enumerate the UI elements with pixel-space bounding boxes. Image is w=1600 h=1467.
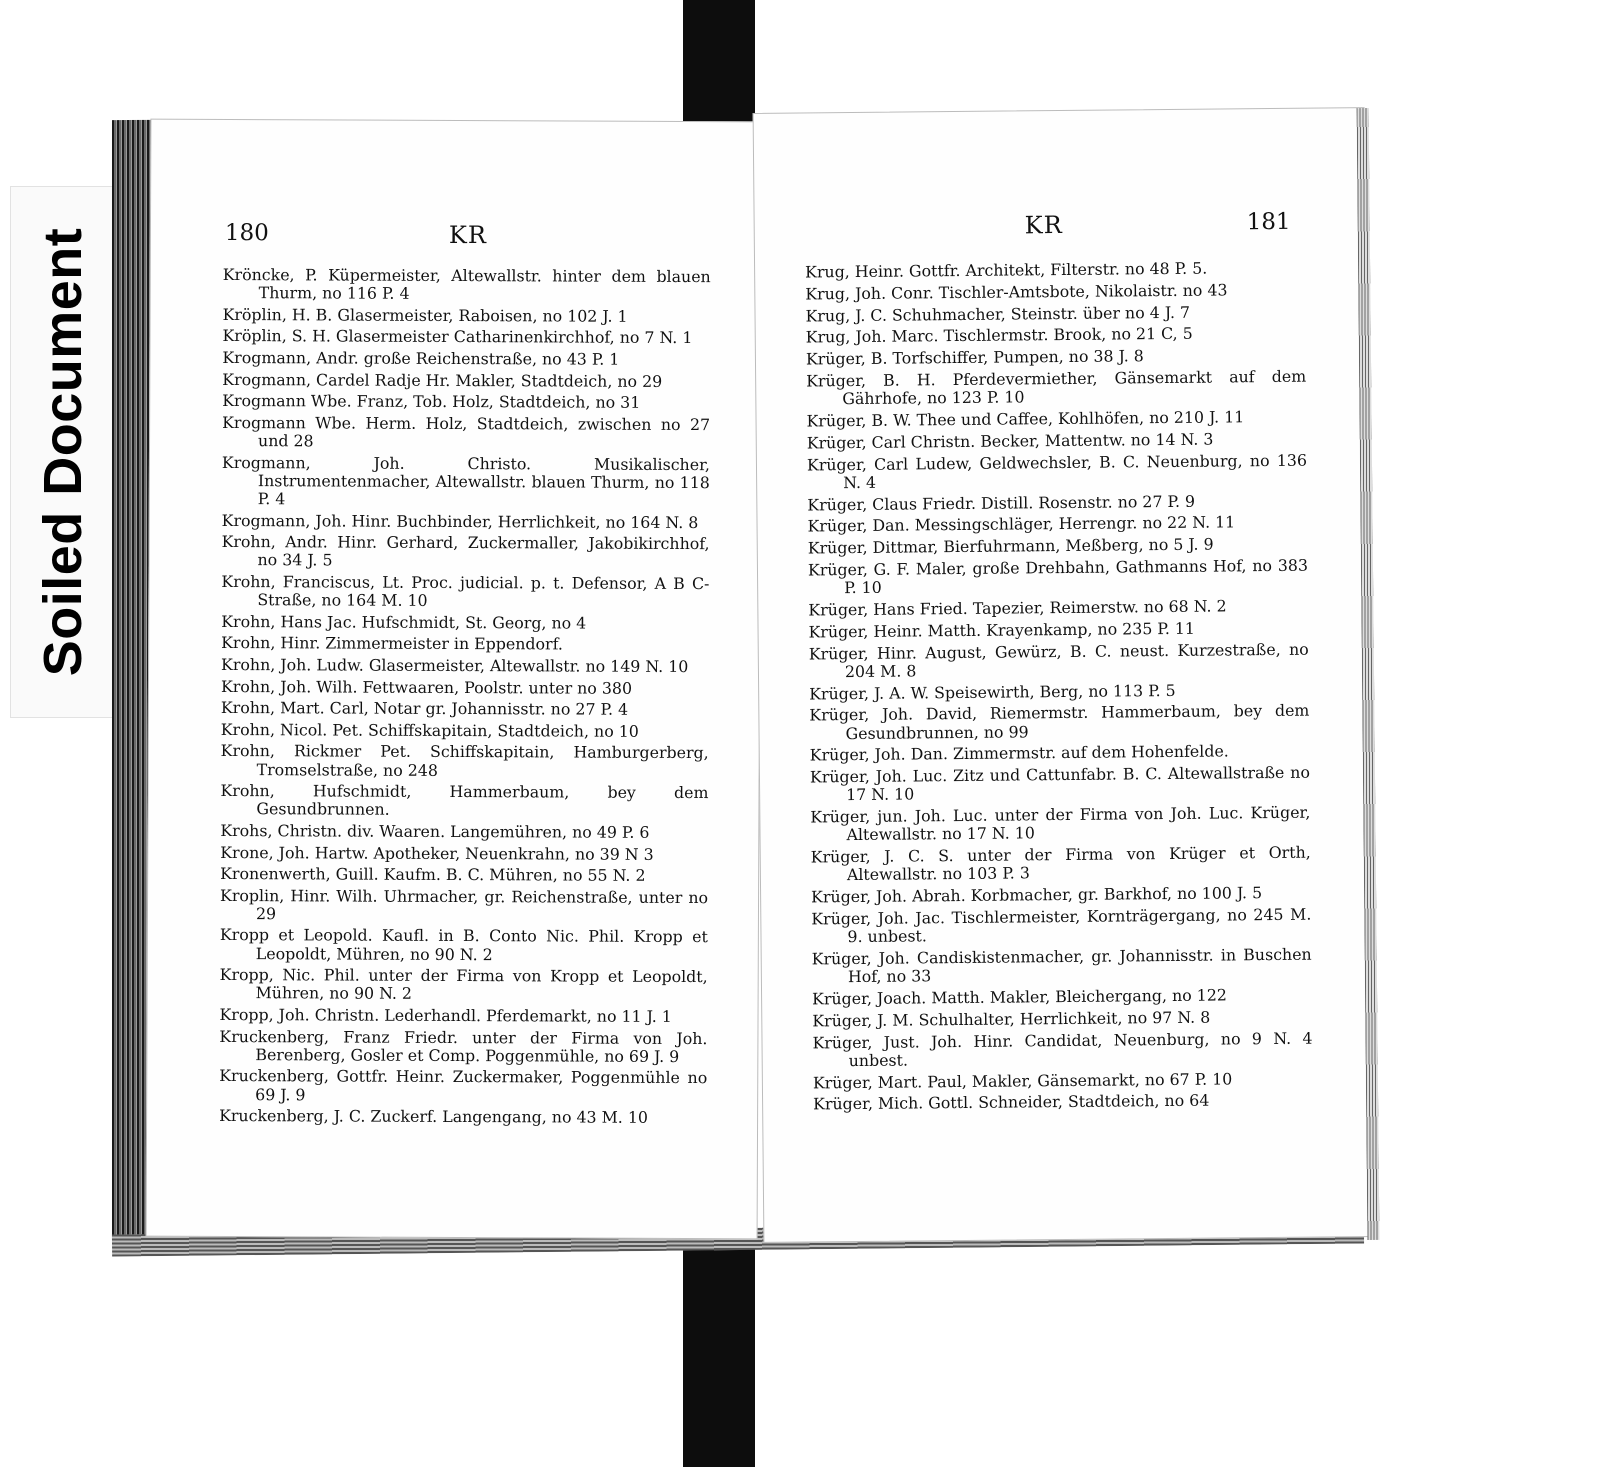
list-item: Krogmann, Cardel Radje Hr. Makler, Stadtdeich, no 29	[222, 369, 663, 391]
list-item: Krüger, Dittmar, Bierfuhrmann, Meßberg, no 5 J. 9	[807, 534, 1214, 558]
list-item: Krohn, Andr. Hinr. Gerhard, Zuckermaller, Jakobikirchhof, no 34 J. 5	[221, 532, 710, 570]
list-item: Krüger, Hans Fried. Tapezier, Reimerstw. no 68 N. 2	[808, 596, 1227, 620]
list-item: Krüger, Joh. Abrah. Korbmacher, gr. Barkhof, no 100 J. 5	[811, 883, 1263, 907]
list-item: Krohs, Christn. div. Waaren. Langemühren, no 49 P. 6	[220, 820, 650, 842]
list-item: Krohn, Hinr. Zimmermeister in Eppendorf.	[221, 633, 563, 654]
list-item: Krüger, Mich. Gottl. Schneider, Stadtdeich, no 64	[813, 1090, 1210, 1114]
list-item: Krüger, Claus Friedr. Distill. Rosenstr. no 27 P. 9	[807, 491, 1196, 515]
list-item: Krogmann Wbe. Herm. Holz, Stadtdeich, zwischen no 27 und 28	[222, 412, 711, 451]
list-item: Krüger, Carl Christn. Becker, Mattentw. no 14 N. 3	[806, 429, 1214, 453]
list-item: Kruckenberg, Franz Friedr. unter der Firma von Joh. Berenberg, Gosler et Comp. Poggenmühle, no 69 J. 9	[219, 1026, 708, 1066]
right-page	[753, 107, 1376, 1243]
list-item: Kröncke, P. Küpermeister, Altewallstr. hinter dem blauen Thurm, no 116 P. 4	[222, 264, 711, 304]
list-item: Krone, Joh. Hartw. Apotheker, Neuenkrahn, no 39 N 3	[220, 842, 654, 864]
list-item: Krüger, Joh. Dan. Zimmermstr. auf dem Hohenfelde.	[809, 741, 1229, 765]
list-item: Kröplin, H. B. Glasermeister, Raboisen, no 102 J. 1	[222, 304, 628, 326]
list-item: Krüger, Joh. Luc. Zitz und Cattunfabr. B. C. Altewallstraße no 17 N. 10	[809, 762, 1311, 805]
list-item: Krüger, Joh. David, Riemermstr. Hammerbaum, bey dem Gesundbrunnen, no 99	[809, 701, 1310, 743]
list-item: Krohn, Nicol. Pet. Schiffskapitain, Stadtdeich, no 10	[220, 719, 639, 741]
list-item: Krogmann, Joh. Hinr. Buchbinder, Herrlichkeit, no 164 N. 8	[221, 510, 699, 532]
list-item: Kruckenberg, Gottfr. Heinr. Zuckermaker, Poggenmühle no 69 J. 9	[219, 1066, 708, 1105]
list-item: Krug, Heinr. Gottfr. Architekt, Filterstr. no 48 P. 5.	[805, 258, 1208, 282]
list-item: Krüger, Hinr. August, Gewürz, B. C. neust. Kurzestraße, no 204 M. 8	[808, 639, 1309, 681]
list-item: Kruckenberg, J. C. Zuckerf. Langengang, no 43 M. 10	[219, 1106, 649, 1128]
list-item: Krüger, Heinr. Matth. Krayenkamp, no 235 P. 11	[808, 618, 1196, 642]
list-item: Krohn, Mart. Carl, Notar gr. Johannisstr. no 27 P. 4	[220, 698, 629, 719]
list-item: Krohn, Joh. Ludw. Glasermeister, Altewallstr. no 149 N. 10	[221, 654, 689, 676]
list-item: Krohn, Joh. Wilh. Fettwaaren, Poolstr. unter no 380	[220, 676, 633, 698]
list-item: Krüger, Joach. Matth. Makler, Bleichergang, no 122	[812, 985, 1227, 1009]
list-item: Krüger, B. Torfschiffer, Pumpen, no 38 J. 8	[805, 346, 1144, 369]
list-item: Kronenwerth, Guill. Kaufm. B. C. Mühren, no 55 N. 2	[220, 864, 646, 885]
right-page-header: KR	[1024, 210, 1063, 240]
list-item: Krug, Joh. Marc. Tischlermstr. Brook, no 21 C, 5	[805, 324, 1193, 347]
list-item: Krogmann Wbe. Franz, Tob. Holz, Stadtdeich, no 31	[222, 391, 641, 412]
list-item: Krüger, Just. Joh. Hinr. Candidat, Neuenburg, no 9 N. 4 unbest.	[812, 1028, 1313, 1070]
list-item: Krüger, Joh. Candiskistenmacher, gr. Johannisstr. in Buschen Hof, no 33	[811, 944, 1312, 987]
list-item: Krüger, Carl Ludew, Geldwechsler, B. C. Neuenburg, no 136 N. 4	[806, 450, 1308, 492]
list-item: Krüger, Mart. Paul, Makler, Gänsemarkt, no 67 P. 10	[812, 1068, 1233, 1092]
list-item: Krohn, Hans Jac. Hufschmidt, St. Georg, no 4	[221, 611, 587, 633]
list-item: Krogmann, Andr. große Reichenstraße, no 43 P. 1	[222, 347, 620, 369]
list-item: Kroplin, Hinr. Wilh. Uhrmacher, gr. Reichenstraße, unter no 29	[220, 885, 709, 924]
list-item: Krüger, Joh. Jac. Tischlermeister, Kornträgergang, no 245 M. 9. unbest.	[811, 904, 1312, 947]
left-page	[146, 119, 763, 1240]
list-item: Krüger, J. M. Schulhalter, Herrlichkeit, no 97 N. 8	[812, 1007, 1211, 1031]
list-item: Kropp et Leopold. Kaufl. in B. Conto Nic. Phil. Kropp et Leopoldt, Mühren, no 90 N. 2	[219, 925, 708, 964]
left-entry-list	[219, 266, 711, 1131]
soiled-document-label	[10, 186, 116, 718]
list-item: Krüger, B. H. Pferdevermiether, Gänsemarkt auf dem Gährhofe, no 123 P. 10	[806, 366, 1307, 409]
list-item: Krug, J. C. Schuhmacher, Steinstr. über no 4 J. 7	[805, 302, 1191, 326]
list-item: Krüger, Dan. Messingschläger, Herrengr. no 22 N. 11	[807, 512, 1236, 536]
list-item: Krüger, J. A. W. Speisewirth, Berg, no 113 P. 5	[809, 680, 1176, 704]
list-item: Krohn, Rickmer Pet. Schiffskapitain, Hamburgerberg, Tromselstraße, no 248	[220, 741, 709, 780]
list-item: Kröplin, S. H. Glasermeister Catharinenkirchhof, no 7 N. 1	[222, 326, 693, 348]
right-page-number: 181	[1246, 208, 1291, 236]
list-item: Krüger, J. C. S. unter der Firma von Krüger et Orth, Altewallstr. no 103 P. 3	[810, 842, 1311, 885]
list-item: Krohn, Hufschmidt, Hammerbaum, bey dem Gesundbrunnen.	[220, 781, 709, 820]
list-item: Krug, Joh. Conr. Tischler-Amtsbote, Nikolaistr. no 43	[805, 280, 1228, 304]
left-page-number: 180	[224, 219, 269, 247]
list-item: Krüger, B. W. Thee und Caffee, Kohlhöfen, no 210 J. 11	[806, 407, 1245, 431]
left-page-header: KR	[448, 220, 487, 250]
list-item: Kropp, Joh. Christn. Lederhandl. Pferdemarkt, no 11 J. 1	[219, 1005, 672, 1027]
list-item: Kropp, Nic. Phil. unter der Firma von Kropp et Leopoldt, Mühren, no 90 N. 2	[219, 965, 708, 1004]
list-item: Krüger, G. F. Maler, große Drehbahn, Gathmanns Hof, no 383 P. 10	[807, 555, 1309, 598]
list-item: Krüger, jun. Joh. Luc. unter der Firma von Joh. Luc. Krüger, Altewallstr. no 17 N. 10	[810, 802, 1311, 845]
right-entry-list	[805, 259, 1313, 1118]
list-item: Krohn, Franciscus, Lt. Proc. judicial. p. t. Defensor, A B C-Straße, no 164 M. 10	[221, 571, 710, 611]
list-item: Krogmann, Joh. Christo. Musikalischer, Instrumentenmacher, Altewallstr. blauen Thurm, no 118 P. 4	[221, 452, 710, 509]
soiled-document-text: Soiled Document	[33, 227, 93, 677]
